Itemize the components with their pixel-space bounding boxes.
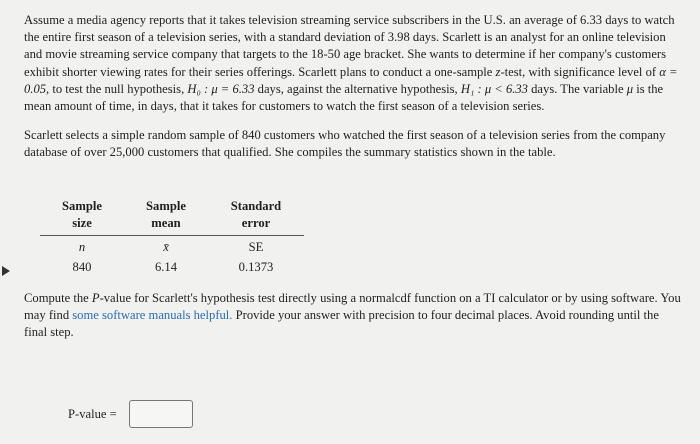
intro-text: days, against the alternative hypothesis, bbox=[254, 81, 461, 96]
alternative-hypothesis: H₁ : μ < 6.33 bbox=[460, 81, 528, 96]
alpha-expression: α = 0.05 bbox=[24, 64, 678, 96]
header-line: Standard bbox=[230, 199, 282, 213]
intro-text: Assume a media agency reports that it takes television streaming service subscribers in the U.S. an average of 6.33 days to watch the entire first season of a television series, with a standard deviation of 3.98 days. Scarlett is an analyst for an online television and movie streaming service company that targets to the 18-50 age bracket. She wants to determine if her company's customers exhibit shorter viewing rates for their series offerings. Scarlett plans to conduct a one-sample bbox=[24, 13, 675, 79]
value-se: 0.1373 bbox=[238, 260, 274, 274]
software-manuals-link[interactable]: some software manuals helpful. bbox=[72, 308, 233, 323]
intro-paragraph bbox=[24, 12, 684, 115]
header-sample-mean bbox=[124, 198, 208, 232]
sample-paragraph: Scarlett selects a simple random sample of 840 customers who watched the first season of a television series from the company database of over 25,000 customers that qualified. She compiles the summary statistics shown in the table. bbox=[24, 128, 666, 160]
problem-content bbox=[24, 12, 684, 162]
p-symbol: P bbox=[91, 291, 100, 305]
answer-row bbox=[68, 400, 193, 428]
z-symbol: z bbox=[495, 64, 501, 79]
header-line: Sample bbox=[146, 199, 186, 213]
symbol-xbar: x̄ bbox=[163, 240, 169, 254]
compute-text: Compute the bbox=[24, 291, 92, 305]
table-divider bbox=[40, 235, 304, 236]
compute-text: -value for Scarlett's hypothesis test directly using a normalcdf function on a TI calculator or by using software. You may find bbox=[24, 291, 681, 323]
symbol-n: n bbox=[78, 240, 86, 254]
table-header-row bbox=[40, 198, 304, 232]
value-mean: 6.14 bbox=[154, 260, 178, 274]
summary-table bbox=[40, 198, 304, 277]
null-hypothesis: H₀ : μ = 6.33 bbox=[187, 81, 255, 96]
mu-symbol: μ bbox=[626, 81, 634, 96]
mouse-pointer-icon bbox=[2, 266, 10, 276]
header-line: error bbox=[241, 216, 271, 230]
intro-text: is the mean amount of time, in days, that it takes for customers to watch the first season of a television series. bbox=[24, 81, 664, 114]
p-value-input[interactable] bbox=[129, 400, 193, 428]
header-sample-size bbox=[40, 198, 124, 232]
p-value-label: P-value = bbox=[68, 406, 117, 421]
header-standard-error bbox=[208, 198, 304, 232]
table-symbol-row bbox=[40, 237, 304, 257]
intro-text: days. The variable bbox=[527, 81, 627, 96]
compute-paragraph bbox=[24, 290, 684, 342]
symbol-se: SE bbox=[248, 240, 264, 254]
table-value-row bbox=[40, 257, 304, 277]
compute-text: Provide your answer with precision to four decimal places. Avoid rounding until the final step. bbox=[24, 308, 659, 340]
value-n: 840 bbox=[72, 260, 92, 274]
header-line: Sample bbox=[62, 199, 102, 213]
intro-text: -test, with significance level of bbox=[500, 64, 660, 79]
header-line: size bbox=[72, 216, 92, 230]
header-line: mean bbox=[151, 216, 181, 230]
intro-text: , to test the null hypothesis, bbox=[46, 81, 188, 96]
